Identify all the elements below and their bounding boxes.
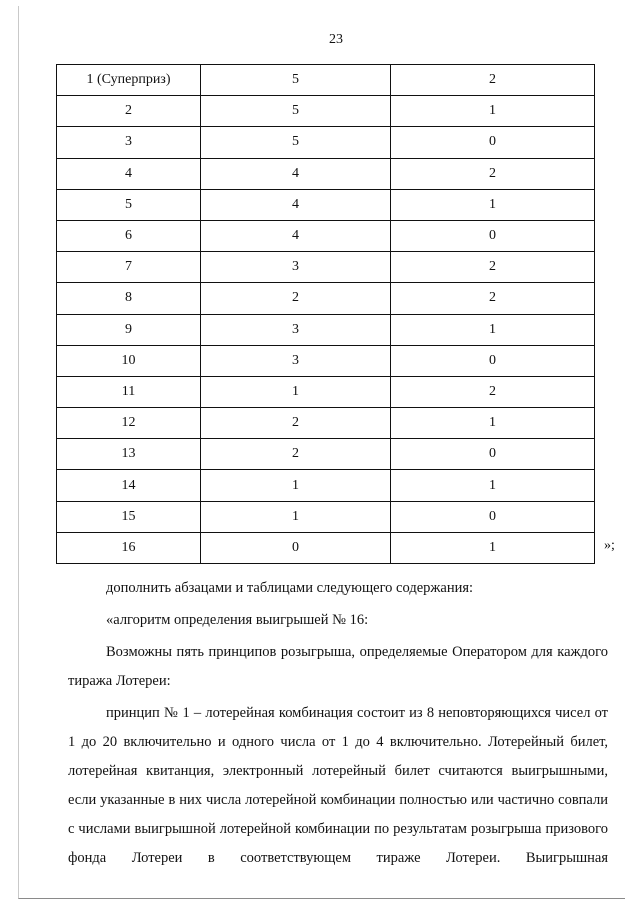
table-cell: 4 xyxy=(201,220,391,251)
table-cell: 1 xyxy=(391,408,595,439)
table-cell: 2 xyxy=(201,439,391,470)
table-cell: 3 xyxy=(201,314,391,345)
table-cell: 0 xyxy=(201,532,391,563)
table-row xyxy=(57,376,595,407)
table-cell: 0 xyxy=(391,501,595,532)
table-cell: 6 xyxy=(57,220,201,251)
table-cell: 1 xyxy=(391,470,595,501)
page-number: 23 xyxy=(329,32,343,47)
table-cell: 2 xyxy=(57,96,201,127)
table-cell: 1 xyxy=(201,376,391,407)
table-cell: 1 xyxy=(391,314,595,345)
table-cell: 3 xyxy=(201,345,391,376)
table-cell: 4 xyxy=(57,158,201,189)
table-cell: 0 xyxy=(391,345,595,376)
table-row xyxy=(57,408,595,439)
table-row xyxy=(57,532,595,563)
table-row xyxy=(57,127,595,158)
table-cell: 0 xyxy=(391,127,595,158)
paragraph-principles: Возможны пять принципов розыгрыша, определяемые Оператором для каждого тиража Лотереи: xyxy=(68,644,608,689)
table-cell: 12 xyxy=(57,408,201,439)
table-cell: 3 xyxy=(201,252,391,283)
table-cell: 7 xyxy=(57,252,201,283)
table-cell: 9 xyxy=(57,314,201,345)
table-cell: 0 xyxy=(391,439,595,470)
table-row xyxy=(57,345,595,376)
table-cell: 0 xyxy=(391,220,595,251)
table-cell: 2 xyxy=(391,252,595,283)
table-row xyxy=(57,314,595,345)
table-cell: 1 xyxy=(391,96,595,127)
table-row xyxy=(57,96,595,127)
table-cell: 5 xyxy=(201,65,391,96)
table-cell: 2 xyxy=(391,65,595,96)
table-cell: 11 xyxy=(57,376,201,407)
table-cell: 4 xyxy=(201,189,391,220)
table-cell: 1 xyxy=(201,470,391,501)
table-cell: 10 xyxy=(57,345,201,376)
table-cell: 5 xyxy=(57,189,201,220)
table-row xyxy=(57,158,595,189)
table-cell: 15 xyxy=(57,501,201,532)
table-cell: 2 xyxy=(391,158,595,189)
table-row xyxy=(57,470,595,501)
table-cell: 16 xyxy=(57,532,201,563)
paragraph-intro: дополнить абзацами и таблицами следующего содержания: xyxy=(106,580,474,596)
table-end-mark: »; xyxy=(604,538,615,553)
paragraph-algorithm-title: «алгоритм определения выигрышей № 16: xyxy=(106,612,369,628)
table-cell: 5 xyxy=(201,96,391,127)
table-cell: 2 xyxy=(391,283,595,314)
table-row xyxy=(57,220,595,251)
table-cell: 1 xyxy=(391,532,595,563)
prize-category-table xyxy=(56,64,595,564)
table-row xyxy=(57,501,595,532)
table-row xyxy=(57,439,595,470)
table-cell: 4 xyxy=(201,158,391,189)
table-cell: 5 xyxy=(201,127,391,158)
table-row xyxy=(57,65,595,96)
table-cell: 2 xyxy=(391,376,595,407)
table-row xyxy=(57,189,595,220)
table-cell: 1 (Суперприз) xyxy=(57,65,201,96)
table-cell: 2 xyxy=(201,408,391,439)
table-cell: 2 xyxy=(201,283,391,314)
body-text xyxy=(68,574,608,873)
table-cell: 3 xyxy=(57,127,201,158)
table-cell: 1 xyxy=(201,501,391,532)
table-row xyxy=(57,283,595,314)
table-cell: 14 xyxy=(57,470,201,501)
paragraph-principle-1: принцип № 1 – лотерейная комбинация состоит из 8 неповторяющихся чисел от 1 до 20 включительно и одного числа от 1 до 4 включительно. Лотерейный билет, лотерейная квитанция, электронный лотерейный билет считаются выигрышными, если указанные в них числа лотерейной комбинации полностью или частично совпали с числами выигрышной лотерейной комбинации по результатам розыгрыша призового фонда Лотереи в соответствующем тираже Лотереи. Выигрышная xyxy=(68,705,608,866)
table-row xyxy=(57,252,595,283)
table-cell: 1 xyxy=(391,189,595,220)
table-cell: 8 xyxy=(57,283,201,314)
table-cell: 13 xyxy=(57,439,201,470)
